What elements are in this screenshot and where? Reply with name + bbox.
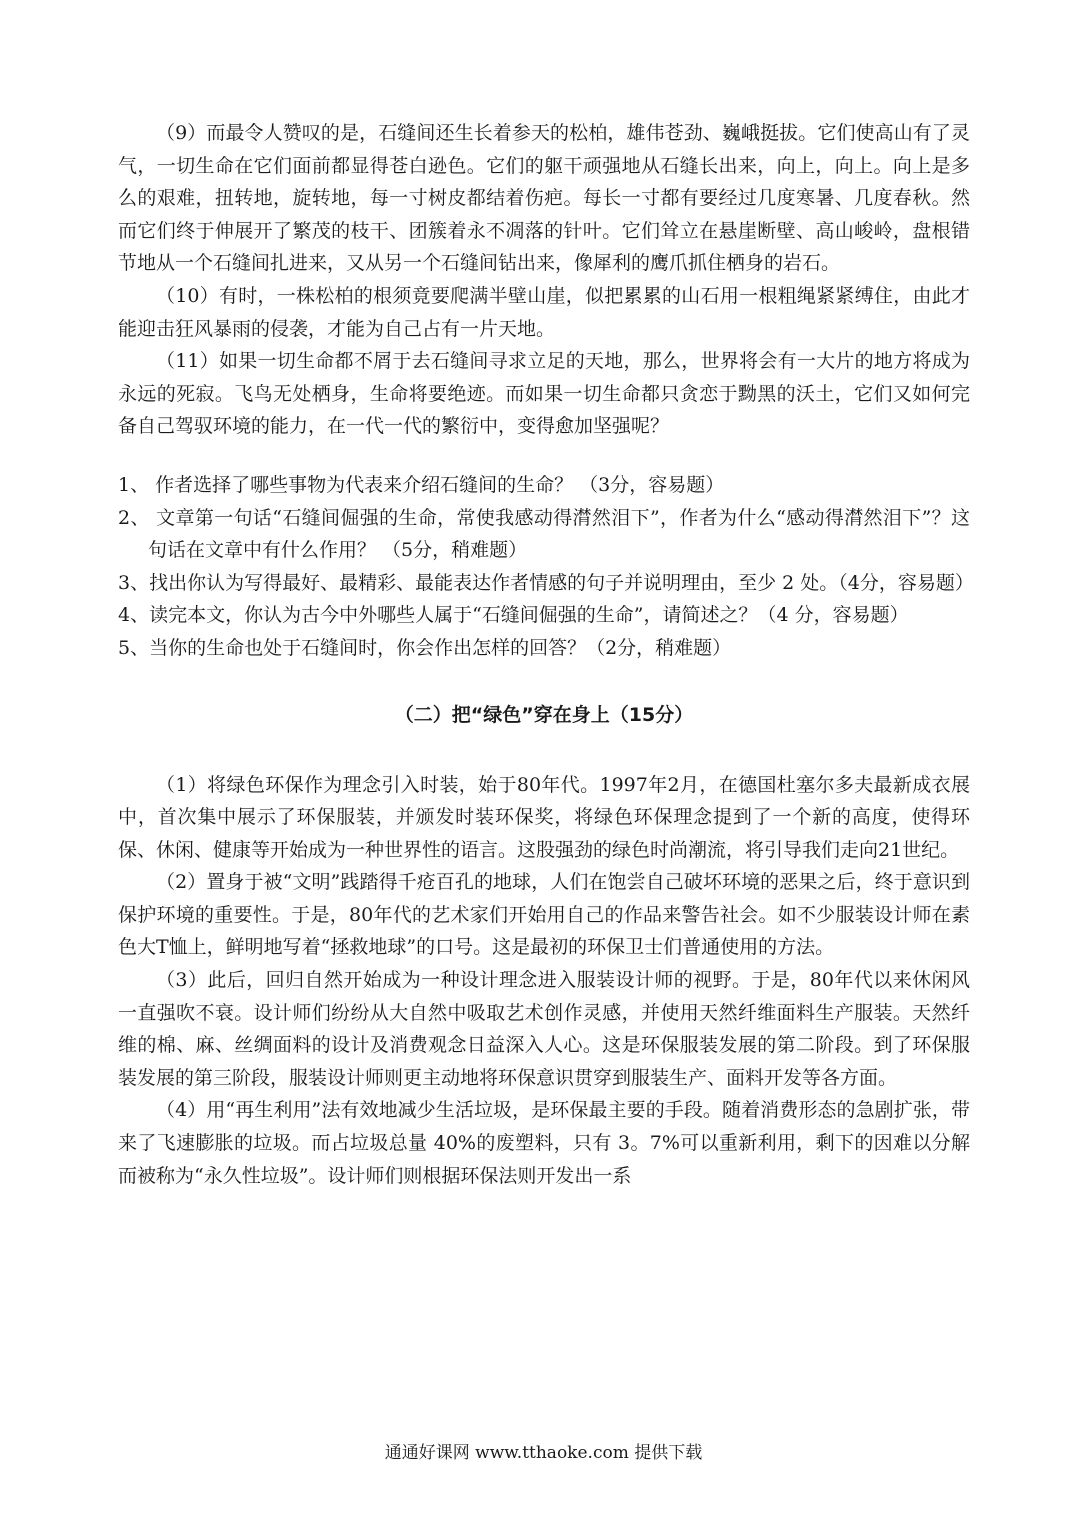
page-footer: 通通好课网 www.tthaoke.com 提供下载: [384, 1443, 703, 1463]
document-body: [118, 117, 974, 1192]
passage-two: [118, 769, 970, 1193]
section-two-paragraph-3: （3）此后，回归自然开始成为一种设计理念进入服装设计师的视野。于是，80年代以来休闲风一直强吹不衰。设计师们纷纷从大自然中吸取艺术创作灵感，并使用天然纤维面料生产服装。天然纤维的棉、麻、丝绸面料的设计及消费观念日益深入人心。这是环保服装发展的第二阶段。到了环保服装发展的第三阶段，服装设计师则更主动地将环保意识贯穿到服装生产、面料开发等各方面。: [118, 969, 970, 1089]
question-4: 4、读完本文，你认为古今中外哪些人属于“石缝间倔强的生命”，请简述之？（4 分，容易题）: [118, 604, 909, 627]
question-1: 1、 作者选择了哪些事物为代表来介绍石缝间的生命？ （3分，容易题）: [118, 473, 725, 496]
question-list: [118, 469, 974, 665]
question-3: 3、找出你认为写得最好、最精彩、最能表达作者情感的句子并说明理由，至少 2 处。（4分，容易题）: [118, 571, 974, 594]
question-2: 2、 文章第一句话“石缝间倔强的生命，常使我感动得潸然泪下”，作者为什么“感动得潸然泪下”？这句话在文章中有什么作用？ （5分，稍难题）: [118, 506, 970, 562]
paragraph-9: （9）而最令人赞叹的是，石缝间还生长着参天的松柏，雄伟苍劲、巍峨挺拔。它们使高山有了灵气，一切生命在它们面前都显得苍白逊色。它们的躯干顽强地从石缝长出来，向上，向上。向上是多么的艰难，扭转地，旋转地，每一寸树皮都结着伤疤。每长一寸都有要经过几度寒暑、几度春秋。然而它们终于伸展开了繁茂的枝干、团簇着永不凋落的针叶。它们耸立在悬崖断壁、高山峻岭，盘根错节地从一个石缝间扎进来，又从另一个石缝间钻出来，像犀利的鹰爪抓住栖身的岩石。: [118, 122, 970, 275]
passage-one: [118, 117, 970, 443]
section-two-title: （二）把“绿色”穿在身上（15分）: [394, 703, 694, 726]
section-two-paragraph-2: （2）置身于被“文明”践踏得千疮百孔的地球，人们在饱尝自己破坏环境的恶果之后，终于意识到保护环境的重要性。于是，80年代的艺术家们开始用自己的作品来警告社会。如不少服装设计师在素色大T恤上，鲜明地写着“拯救地球”的口号。这是最初的环保卫士们普通使用的方法。: [118, 871, 970, 959]
paragraph-10: （10）有时，一株松柏的根须竟要爬满半壁山崖，似把累累的山石用一根粗绳紧紧缚住，由此才能迎击狂风暴雨的侵袭，才能为自己占有一片天地。: [118, 284, 970, 340]
paragraph-11: （11）如果一切生命都不屑于去石缝间寻求立足的天地，那么，世界将会有一大片的地方将成为永远的死寂。飞鸟无处栖身，生命将要绝迹。而如果一切生命都只贪恋于黝黑的沃土，它们又如何完备自己驾驭环境的能力，在一代一代的繁衍中，变得愈加坚强呢？: [118, 350, 970, 438]
section-two-paragraph-1: （1）将绿色环保作为理念引入时装，始于80年代。1997年2月，在德国杜塞尔多夫最新成衣展中，首次集中展示了环保服装，并颁发时装环保奖，将绿色环保理念提到了一个新的高度，使得环保、休闲、健康等开始成为一种世界性的语言。这股强劲的绿色时尚潮流，将引导我们走向21世纪。: [118, 773, 970, 861]
question-5: 5、当你的生命也处于石缝间时，你会作出怎样的回答？（2分，稍难题）: [118, 636, 732, 659]
section-two-paragraph-4: （4）用“再生利用”法有效地减少生活垃圾，是环保最主要的手段。随着消费形态的急剧扩张，带来了飞速膨胀的垃圾。而占垃圾总量 40%的废塑料，只有 3。7%可以重新利用，剩下的因难以分解而被称为“永久性垃圾”。设计师们则根据环保法则开发出一系: [118, 1099, 970, 1187]
